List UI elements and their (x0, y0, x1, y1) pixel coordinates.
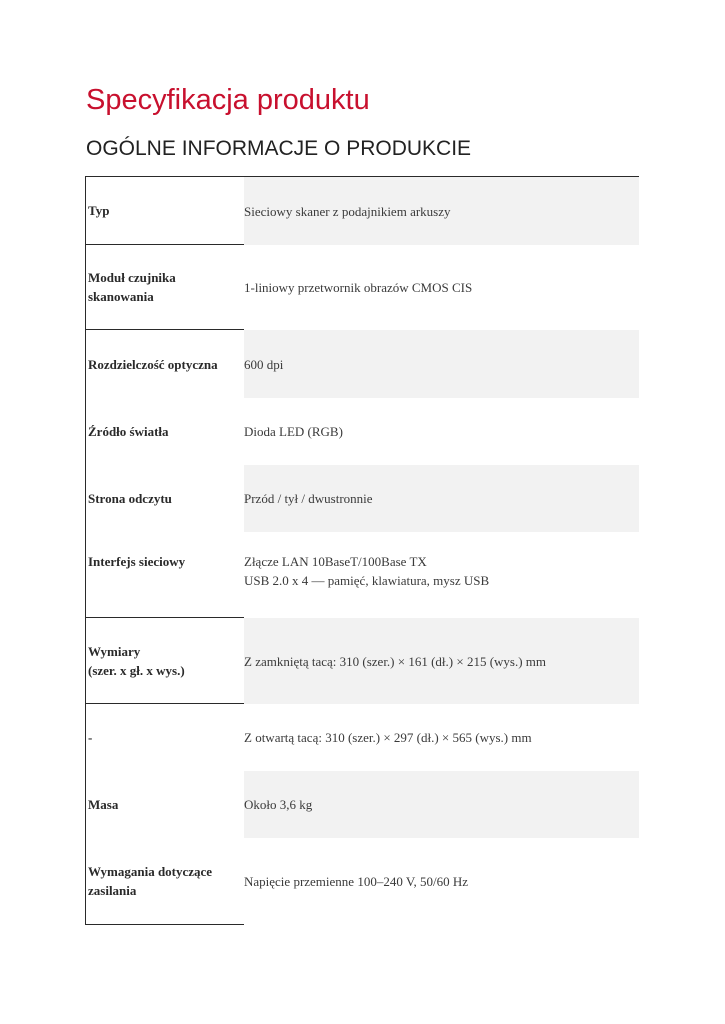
spec-value: Z zamkniętą tacą: 310 (szer.) × 161 (dł.) × 215 (wys.) mm (244, 618, 639, 704)
spec-label: Masa (88, 797, 119, 812)
spec-table (85, 176, 639, 925)
section-heading: OGÓLNE INFORMACJE O PRODUKCIE (86, 137, 472, 160)
page-title: Specyfikacja produktu (86, 84, 370, 116)
spec-value: Sieciowy skaner z podajnikiem arkuszy (244, 177, 639, 245)
spec-label (86, 838, 244, 925)
spec-label (86, 618, 244, 704)
spec-value (244, 532, 639, 618)
spec-label: Rozdzielczość optyczna (88, 356, 218, 372)
spec-value: Dioda LED (RGB) (244, 424, 343, 439)
spec-label: Interfejs sieciowy (86, 532, 244, 618)
spec-label-line: Wymagania dotyczące (88, 864, 213, 879)
spec-value: Około 3,6 kg (244, 771, 639, 838)
spec-label-line: Moduł czujnika (88, 270, 176, 285)
spec-row-resolution (86, 330, 639, 398)
spec-value: Napięcie przemienne 100–240 V, 50/60 Hz (244, 874, 469, 889)
spec-row-dimensions-open (86, 704, 639, 771)
spec-row-mass (86, 771, 639, 838)
spec-label: - (88, 730, 93, 745)
spec-label: Źródło światła (88, 424, 169, 439)
spec-value-line: USB 2.0 x 4 — pamięć, klawiatura, mysz USB (244, 573, 490, 588)
spec-row-dimensions (86, 618, 639, 704)
spec-row-read-side (86, 465, 639, 532)
spec-label-line: (szer. x gł. x wys.) (88, 662, 185, 678)
spec-row-network (86, 532, 639, 618)
spec-value-line: Złącze LAN 10BaseT/100Base TX (244, 554, 427, 569)
spec-value: Z otwartą tacą: 310 (szer.) × 297 (dł.) × 565 (wys.) mm (244, 730, 532, 745)
spec-value: Przód / tył / dwustronnie (244, 465, 639, 532)
spec-label-line: Wymiary (88, 643, 141, 659)
spec-label: Typ (86, 177, 244, 245)
spec-label (86, 245, 244, 330)
spec-label: Strona odczytu (88, 491, 172, 506)
spec-row-sensor (86, 245, 639, 330)
spec-value: 600 dpi (244, 330, 639, 398)
spec-label-line: zasilania (88, 883, 137, 898)
spec-row-light (86, 398, 639, 465)
spec-value: 1-liniowy przetwornik obrazów CMOS CIS (244, 280, 473, 295)
spec-label-line: skanowania (88, 289, 154, 304)
spec-row-type (86, 176, 639, 245)
spec-row-power (86, 838, 639, 925)
